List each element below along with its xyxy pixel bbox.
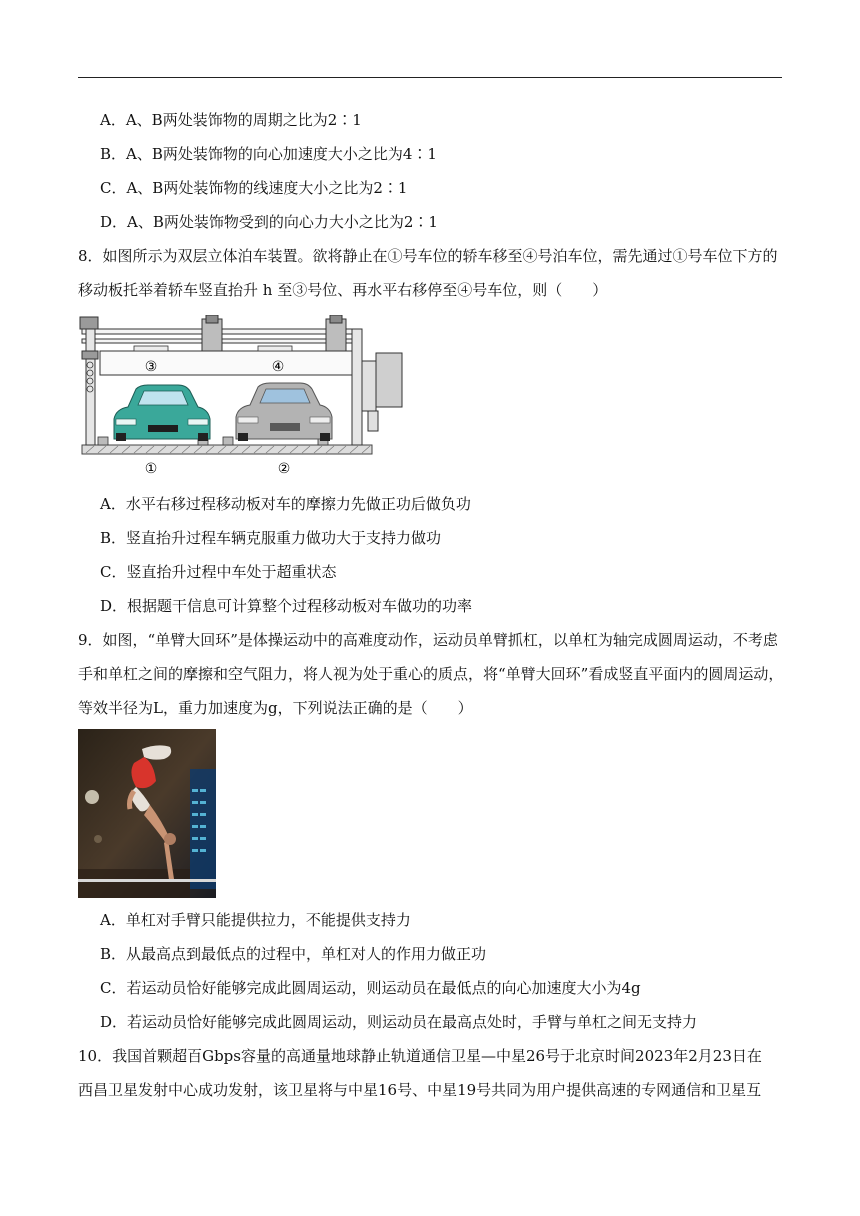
q10-stem-line-2: 西昌卫星发射中心成功发射，该卫星将与中星16号、中星19号共同为用户提供高速的专网通信和卫星互 bbox=[78, 1081, 762, 1099]
q10-stem-line-1: 10．我国首颗超百Gbps容量的高通量地球静止轨道通信卫星—中星26号于北京时间2023年2月23日在 bbox=[78, 1047, 762, 1065]
q9-option-a: A．单杠对手臂只能提供拉力，不能提供支持力 bbox=[100, 911, 411, 929]
q9-option-b: B．从最高点到最低点的过程中，单杠对人的作用力做正功 bbox=[100, 945, 487, 963]
q7-option-a: A．A、B两处装饰物的周期之比为2∶1 bbox=[100, 111, 362, 129]
motor bbox=[376, 353, 402, 407]
q7-option-d: D．A、B两处装饰物受到的向心力大小之比为2∶1 bbox=[100, 213, 438, 231]
slot-label-4: ④ bbox=[271, 359, 285, 375]
silver-car bbox=[236, 383, 332, 441]
horizontal-bar bbox=[78, 879, 216, 882]
q8-option-d: D．根据题干信息可计算整个过程移动板对车做功的功率 bbox=[100, 597, 473, 615]
q7-option-c: C．A、B两处装饰物的线速度大小之比为2∶1 bbox=[100, 179, 408, 197]
q7-option-b: B．A、B两处装饰物的向心加速度大小之比为4∶1 bbox=[100, 145, 437, 163]
parking-figure bbox=[78, 315, 408, 480]
slot-label-1: ① bbox=[144, 461, 158, 477]
q8-option-c: C．竖直抬升过程中车处于超重状态 bbox=[100, 563, 337, 581]
q9-option-c: C．若运动员恰好能够完成此圆周运动，则运动员在最低点的向心加速度大小为4g bbox=[100, 979, 641, 997]
q8-stem-line-1: 8．如图所示为双层立体泊车装置。欲将静止在①号车位的轿车移至④号泊车位，需先通过①号车位下方的 bbox=[78, 247, 778, 265]
teal-car bbox=[114, 385, 210, 441]
q9-stem-line-2: 手和单杠之间的摩擦和空气阻力，将人视为处于重心的质点，将“单臂大回环”看成竖直平面内的圆周运动， bbox=[78, 665, 784, 683]
q9-option-d: D．若运动员恰好能够完成此圆周运动，则运动员在最高点处时，手臂与单杠之间无支持力 bbox=[100, 1013, 698, 1031]
right-lift bbox=[326, 319, 346, 351]
upper-platform bbox=[100, 351, 352, 375]
slot-label-3: ③ bbox=[144, 359, 158, 375]
q8-option-a: A．水平右移过程移动板对车的摩擦力先做正功后做负功 bbox=[100, 495, 471, 513]
gymnast-photo bbox=[78, 729, 216, 898]
header-rule bbox=[78, 77, 782, 78]
mid-lift bbox=[202, 319, 222, 351]
q9-stem-line-3: 等效半径为L，重力加速度为g，下列说法正确的是（ ） bbox=[78, 699, 473, 717]
slot-label-2: ② bbox=[277, 461, 291, 477]
motor-housing bbox=[362, 361, 376, 411]
q8-stem-line-2: 移动板托举着轿车竖直抬升 h 至③号位、再水平右移停至④号车位，则（ ） bbox=[78, 281, 608, 299]
right-column bbox=[352, 329, 362, 445]
q8-option-b: B．竖直抬升过程车辆克服重力做功大于支持力做功 bbox=[100, 529, 442, 547]
q9-stem-line-1: 9．如图，“单臂大回环”是体操运动中的高难度动作，运动员单臂抓杠，以单杠为轴完成圆周运动，不考虑 bbox=[78, 631, 778, 649]
